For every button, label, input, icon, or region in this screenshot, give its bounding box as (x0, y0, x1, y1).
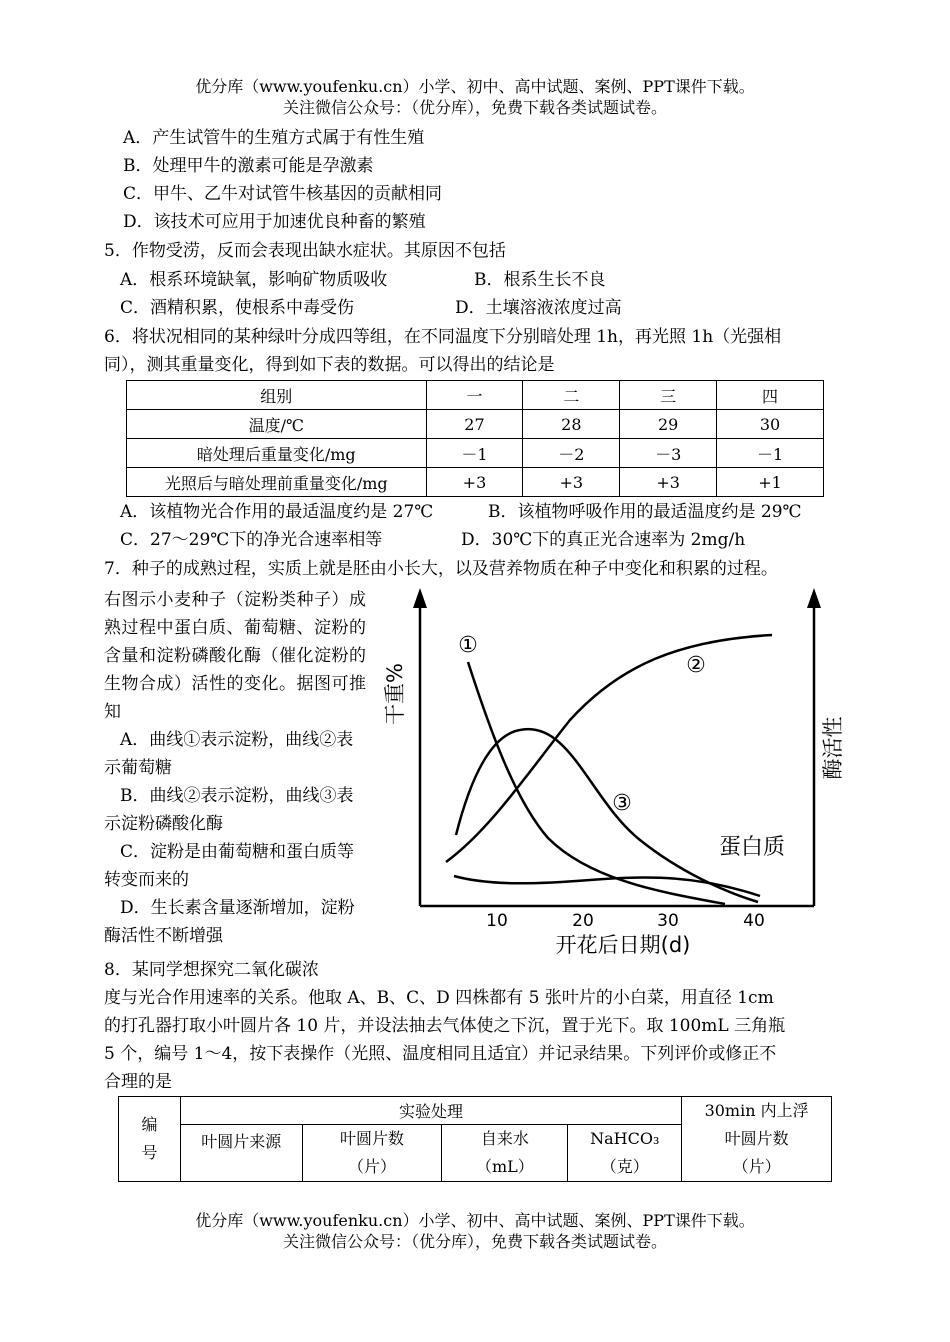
q8-stem-3: 的打孔器打取小叶圆片各 10 片，并设法抽去气体使之下沉，置于光下。取 100mL 三角瓶 (104, 1016, 786, 1036)
q5-option-c: C．酒精积累，使根系中毒受伤 (120, 298, 355, 318)
table-row (127, 410, 824, 439)
nahco3-header (568, 1125, 682, 1182)
table-cell: 30 (717, 410, 824, 439)
q8-stem-4: 5 个，编号 1～4，按下表操作（光照、温度相同且适宜）并记录结果。下列评价或修正不 (104, 1044, 777, 1064)
result-header (682, 1097, 832, 1182)
table-cell: 28 (523, 410, 620, 439)
table-cell: 27 (426, 410, 523, 439)
table-row (127, 439, 824, 468)
q4-option-a: A．产生试管牛的生殖方式属于有性生殖 (123, 128, 425, 148)
table-cell: －2 (523, 439, 620, 468)
left-y-axis-label: 干重% (383, 663, 407, 725)
q4-option-c: C．甲牛、乙牛对试管牛核基因的贡献相同 (123, 184, 443, 204)
table-cell: +3 (620, 468, 717, 497)
water-header (442, 1125, 568, 1182)
x-axis-label: 开花后日期(d) (555, 933, 691, 957)
q7-option-b: B．曲线②表示淀粉，曲线③表示淀粉磷酸化酶 (104, 786, 354, 834)
treatment-header: 实验处理 (180, 1097, 681, 1125)
q7-description: 右图示小麦种子（淀粉类种子）成熟过程中蛋白质、葡萄糖、淀粉的含量和淀粉磷酸化酶（催化淀粉的生物合成）活性的变化。据图可推知 (104, 590, 366, 722)
table-cell: +1 (717, 468, 824, 497)
table-header-cell: 一 (426, 381, 523, 410)
table-cell: 29 (620, 410, 717, 439)
nahco3-header-line-1: NaHCO₃ (590, 1129, 660, 1148)
q6-stem-1: 6．将状况相同的某种绿叶分成四等组，在不同温度下分别暗处理 1h，再光照 1h（光强相 (104, 327, 782, 347)
q7-stem: 7．种子的成熟过程，实质上就是胚由小长大，以及营养物质在种子中变化和积累的过程。 (104, 559, 778, 579)
table-cell: －1 (426, 439, 523, 468)
q6-stem-2: 同），测其重量变化，得到如下表的数据。可以得出的结论是 (104, 355, 555, 375)
result-header-line-1: 30min 内上浮 (704, 1101, 809, 1120)
table-cell: －1 (717, 439, 824, 468)
table-cell: +3 (426, 468, 523, 497)
table-cell: 温度/℃ (127, 410, 427, 439)
table-cell: +3 (523, 468, 620, 497)
q6-option-c: C．27～29℃下的净光合速率相等 (120, 530, 383, 550)
q4-option-b: B．处理甲牛的激素可能是孕激素 (123, 156, 374, 176)
table-header-row (127, 381, 824, 410)
footer-line-2: 关注微信公众号：（优分库），免费下载各类试题试卷。 (282, 1232, 667, 1251)
nahco3-header-line-2: （克） (600, 1157, 649, 1176)
q5-stem: 5．作物受涝，反而会表现出缺水症状。其原因不包括 (104, 241, 506, 261)
source-header: 叶圆片来源 (180, 1125, 302, 1182)
x-tick-label: 10 (486, 911, 508, 931)
seed-maturation-figure (380, 580, 850, 970)
table-cell: 光照后与暗处理前重量变化/mg (127, 468, 427, 497)
table-header-cell: 组别 (127, 381, 427, 410)
curve-1-label: ① (458, 633, 478, 658)
right-y-axis-label: 酶活性 (821, 716, 845, 780)
table-row (127, 468, 824, 497)
table-cell: －3 (620, 439, 717, 468)
count-header-line-2: （片） (348, 1157, 397, 1176)
curve-3-label: ③ (612, 791, 632, 816)
q5-option-d: D．土壤溶液浓度过高 (455, 298, 622, 318)
number-header-line-1: 编 (141, 1115, 158, 1134)
x-tick-label: 40 (743, 911, 765, 931)
water-header-line-1: 自来水 (480, 1129, 529, 1148)
q8-stem-1: 8．某同学想探究二氧化碳浓 (104, 960, 319, 980)
curve-1 (468, 662, 725, 904)
result-header-line-2: 叶圆片数 (724, 1129, 789, 1148)
right-axis-arrow-icon (807, 588, 821, 608)
q6-option-b: B．该植物呼吸作用的最适温度约是 29℃ (488, 502, 802, 522)
q7-option-c: C．淀粉是由葡萄糖和蛋白质等转变而来的 (104, 842, 355, 890)
result-header-line-3: （片） (732, 1157, 781, 1176)
number-header (119, 1097, 181, 1182)
q8-experiment-table (118, 1096, 832, 1182)
footer-line-1: 优分库（www.youfenku.cn）小学、初中、高中试题、案例、PPT课件下载。 (195, 1211, 755, 1230)
table-header-cell: 二 (523, 381, 620, 410)
count-header (302, 1125, 442, 1182)
number-header-line-2: 号 (141, 1143, 158, 1162)
left-axis-arrow-icon (413, 588, 427, 608)
q8-stem-5: 合理的是 (104, 1072, 172, 1092)
table-header-cell: 三 (620, 381, 717, 410)
table-header-cell: 四 (717, 381, 824, 410)
x-tick-label: 20 (572, 911, 594, 931)
q6-option-d: D．30℃下的真正光合速率为 2mg/h (461, 530, 746, 550)
q6-data-table (126, 380, 824, 497)
q7-option-d: D．生长素含量逐渐增加，淀粉酶活性不断增强 (104, 898, 355, 946)
q5-option-b: B．根系生长不良 (474, 270, 606, 290)
curve-2-label: ② (686, 653, 706, 678)
water-header-line-2: （mL） (475, 1157, 534, 1176)
x-tick-label: 30 (657, 911, 679, 931)
q6-option-a: A．该植物光合作用的最适温度约是 27℃ (120, 502, 434, 522)
curve-2 (446, 635, 772, 862)
q4-option-d: D．该技术可应用于加速优良种畜的繁殖 (123, 212, 426, 232)
q7-option-a: A．曲线①表示淀粉，曲线②表示葡萄糖 (104, 730, 354, 778)
count-header-line-1: 叶圆片数 (340, 1129, 405, 1148)
q8-stem-2: 度与光合作用速率的关系。他取 A、B、C、D 四株都有 5 张叶片的小白菜，用直径 1cm (104, 988, 774, 1008)
table-cell: 暗处理后重量变化/mg (127, 439, 427, 468)
header-line-1: 优分库（www.youfenku.cn）小学、初中、高中试题、案例、PPT课件下载。 (195, 77, 755, 96)
q5-option-a: A．根系环境缺氧，影响矿物质吸收 (120, 270, 388, 290)
header-line-2: 关注微信公众号：（优分库），免费下载各类试题试卷。 (282, 98, 667, 117)
protein-label: 蛋白质 (718, 835, 786, 860)
